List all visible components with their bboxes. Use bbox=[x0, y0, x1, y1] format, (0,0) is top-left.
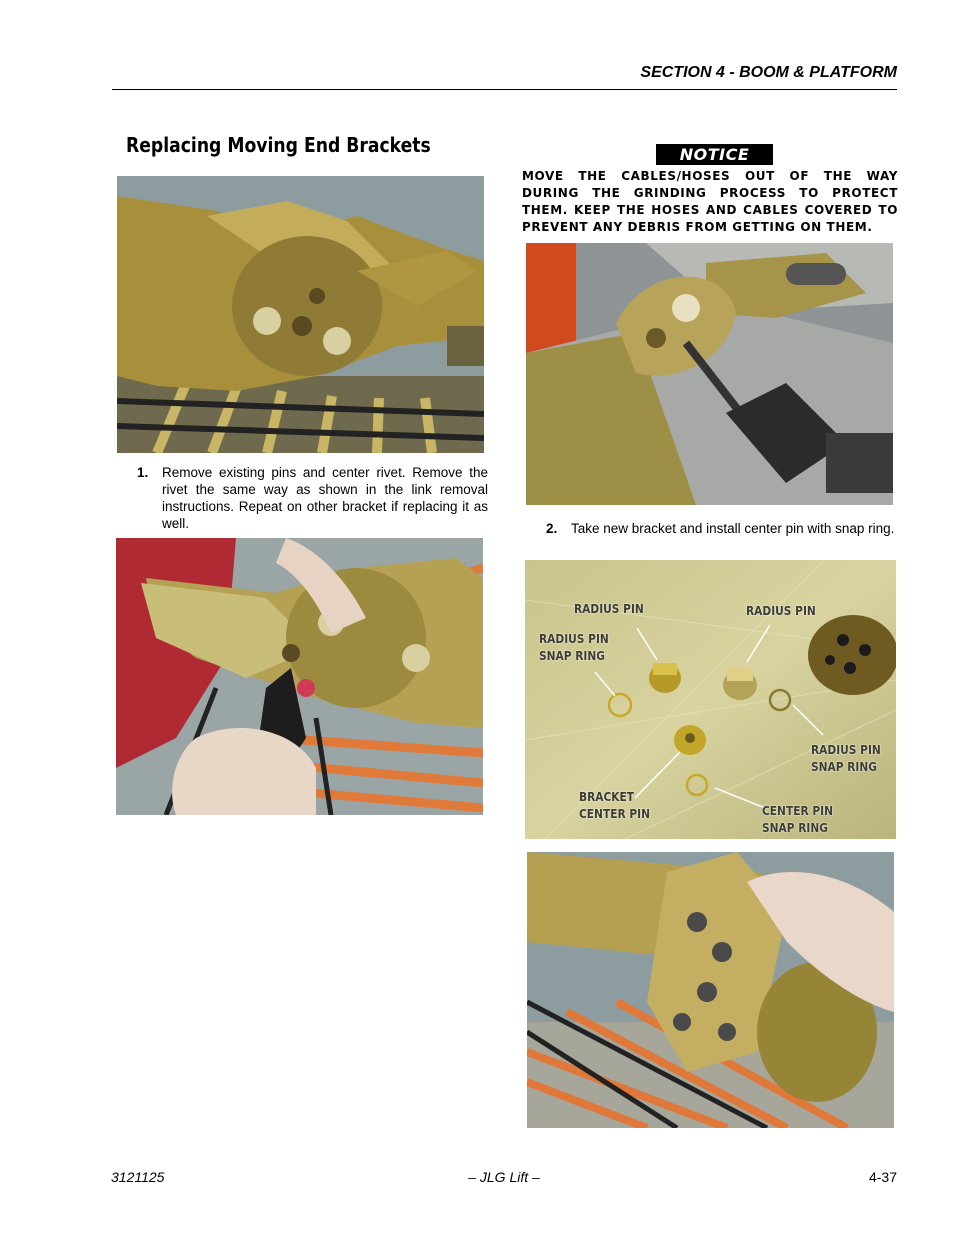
photo-parts-layout bbox=[525, 560, 896, 839]
photo-bracket-on-chain bbox=[117, 176, 484, 453]
step-number: 2. bbox=[546, 521, 558, 536]
photo-removing-pins bbox=[116, 538, 483, 815]
footer-center-title: – JLG Lift – bbox=[468, 1169, 540, 1185]
callout-bracket-center-pin: BRACKET CENTER PIN bbox=[579, 789, 650, 821]
page-heading: Replacing Moving End Brackets bbox=[126, 133, 431, 157]
section-title: SECTION 4 - BOOM & PLATFORM bbox=[640, 64, 897, 81]
header-divider bbox=[112, 89, 897, 90]
photo-installing-bracket bbox=[527, 852, 894, 1128]
photo-grinding-rivet bbox=[526, 243, 893, 505]
notice-text: MOVE THE CABLES/HOSES OUT OF THE WAY DURING THE GRINDING PROCESS TO PROTECT THEM. KEEP THE HOSES AND CABLES COVERED TO PREVENT ANY DEBRIS FROM GETTING ON THEM. bbox=[522, 169, 898, 234]
notice-badge: NOTICE bbox=[656, 144, 773, 165]
footer-page-number: 4-37 bbox=[868, 1169, 897, 1185]
step-text: Take new bracket and install center pin with snap ring. bbox=[571, 521, 895, 536]
callout-radius-pin-right: RADIUS PIN bbox=[746, 603, 816, 618]
footer-doc-number: 3121125 bbox=[111, 1169, 165, 1185]
step-text: Remove existing pins and center rivet. Remove the rivet the same way as shown in the link removal instructions. Repeat on other bracket if replacing it as well. bbox=[162, 465, 488, 531]
callout-radius-pin-left: RADIUS PIN bbox=[574, 601, 644, 616]
callout-radius-pin-snap-ring-left: RADIUS PIN SNAP RING bbox=[539, 631, 609, 663]
step-2 bbox=[546, 520, 898, 556]
callout-radius-pin-snap-ring-right: RADIUS PIN SNAP RING bbox=[811, 742, 881, 774]
step-number: 1. bbox=[137, 465, 149, 480]
step-1 bbox=[137, 464, 488, 534]
callout-center-pin-snap-ring: CENTER PIN SNAP RING bbox=[762, 803, 833, 835]
